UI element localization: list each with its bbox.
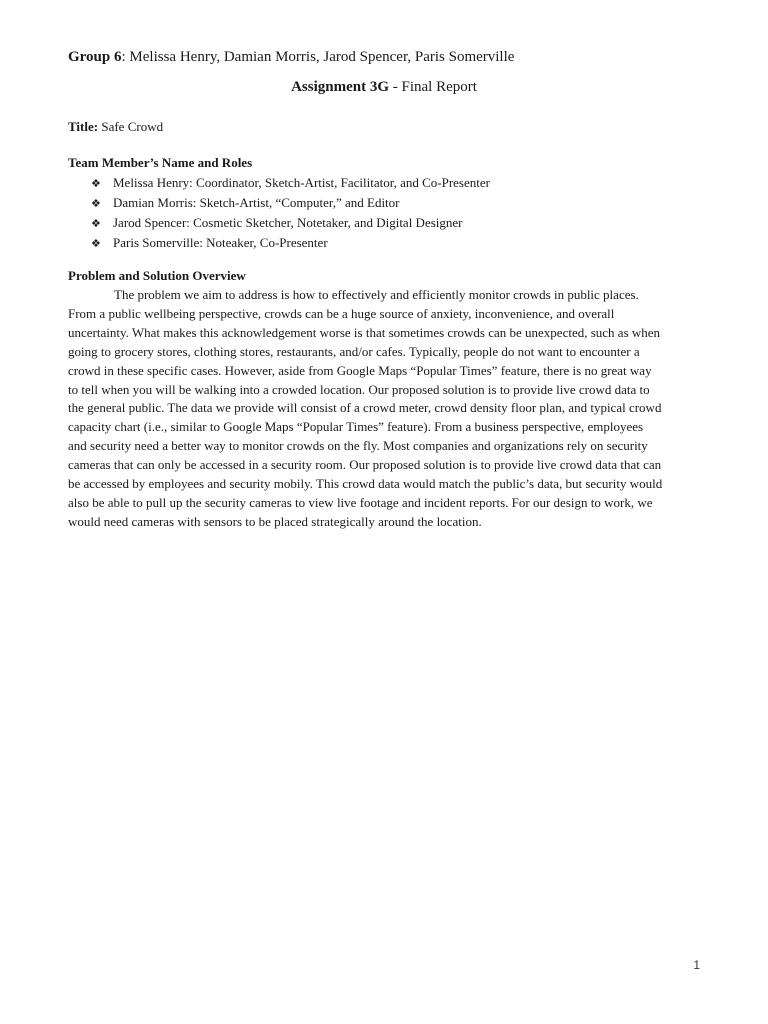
title-label: Title:	[68, 119, 99, 134]
paragraph-line: capacity chart (i.e., similar to Google Maps “Popular Times” feature). From a business perspective, employees	[68, 419, 644, 435]
paragraph-line: would need cameras with sensors to be placed strategically around the location.	[68, 513, 482, 529]
diamond-bullet-icon: ❖	[91, 237, 101, 250]
team-member-text: Damian Morris: Sketch-Artist, “Computer,” and Editor	[113, 195, 400, 210]
team-member-text: Jarod Spencer: Cosmetic Sketcher, Notetaker, and Digital Designer	[113, 215, 463, 230]
group-line	[68, 47, 514, 67]
paragraph-line: crowd in these specific cases. However, aside from Google Maps “Popular Times” feature, there is no great way	[68, 362, 652, 378]
paragraph-line: From a public wellbeing perspective, crowds can be a huge source of anxiety, inconvenience, and overall	[68, 305, 615, 321]
diamond-bullet-icon: ❖	[91, 177, 101, 190]
paragraph-line: going to grocery stores, clothing stores, restaurants, and/or cafes. Typically, people do not want to encounter a	[68, 343, 640, 359]
assignment-suffix: - Final Report	[389, 79, 477, 95]
paragraph-line: cameras that can only be accessed in a security room. Our proposed solution is to provide live crowd data that can	[68, 457, 662, 473]
list-item	[91, 213, 490, 233]
paragraph-line: be accessed by employees and security mobily. This crowd data would match the public’s data, but security would	[68, 476, 663, 492]
list-item	[91, 193, 490, 213]
team-heading: Team Member’s Name and Roles	[68, 155, 253, 170]
paragraph-line: also be able to pull up the security cameras to view live footage and incident reports. For our design to work, we	[68, 494, 653, 510]
diamond-bullet-icon: ❖	[91, 217, 101, 230]
paragraph-line: The problem we aim to address is how to effectively and efficiently monitor crowds in public places.	[114, 287, 639, 302]
paragraph-line: uncertainty. What makes this acknowledgement worse is that sometimes crowds can be unexpected, such as when	[68, 324, 661, 340]
group-members: : Melissa Henry, Damian Morris, Jarod Spencer, Paris Somerville	[121, 49, 515, 65]
overview-paragraph	[68, 286, 702, 532]
paragraph-line: to tell when you will be walking into a crowded location. Our proposed solution is to provide live crowd data to	[68, 381, 650, 397]
overview-heading: Problem and Solution Overview	[68, 268, 246, 283]
page-number: 1	[693, 958, 700, 972]
team-member-text: Paris Somerville: Noteaker, Co-Presenter	[113, 235, 328, 250]
project-title	[68, 118, 163, 136]
list-item	[91, 233, 490, 253]
team-member-text: Melissa Henry: Coordinator, Sketch-Artist, Facilitator, and Co-Presenter	[113, 175, 490, 190]
group-label: Group 6	[68, 49, 122, 65]
paragraph-line: the general public. The data we provide will consist of a crowd meter, crowd density floor plan, and typical crowd	[68, 400, 662, 416]
team-member-list	[91, 173, 490, 253]
list-item	[91, 173, 490, 193]
title-value: Safe Crowd	[98, 119, 164, 134]
assignment-title	[0, 77, 768, 97]
assignment-label: Assignment 3G	[291, 79, 390, 95]
paragraph-line: and security need a better way to monitor crowds on the fly. Most companies and organizations rely on security	[68, 438, 648, 454]
diamond-bullet-icon: ❖	[91, 197, 101, 210]
